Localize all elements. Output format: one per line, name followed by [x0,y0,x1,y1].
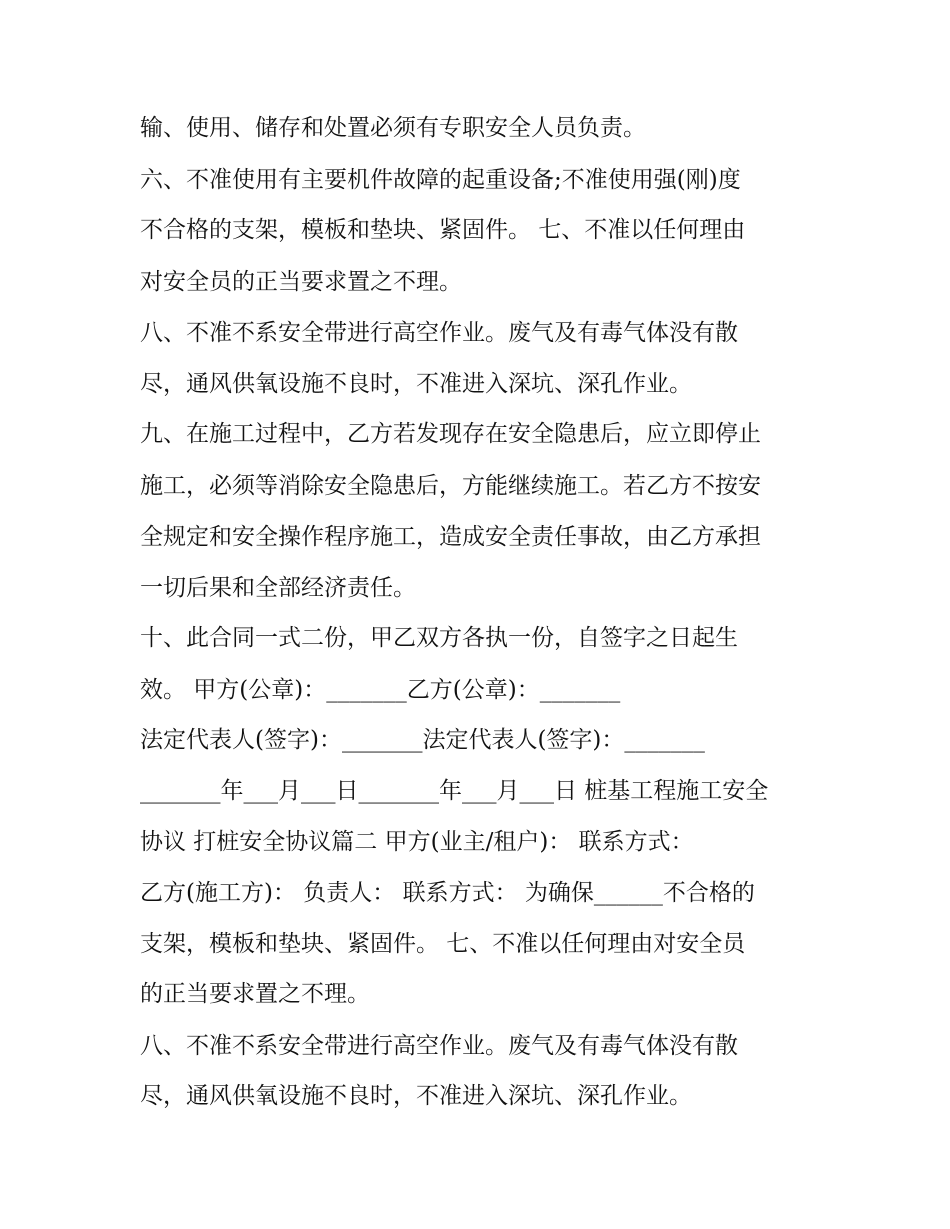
text-line: 对安全员的正当要求置之不理。 [140,269,462,295]
text-line: 八、不准不系安全带进行高空作业。废气及有毒气体没有散 [140,1033,738,1059]
text-line: 支架，模板和垫块、紧固件。 七、不准以任何理由对安全员 [140,931,746,957]
text-line: 施工，必须等消除安全隐患后，方能继续施工。若乙方不按安 [140,473,761,499]
text-line: _______年___月___日_______年___月___日 桩基工程施工安全 [140,778,769,804]
text-line: 全规定和安全操作程序施工，造成安全责任事故，由乙方承担 [140,524,761,550]
text-line: 十、此合同一式二份，甲乙双方各执一份，自签字之日起生 [140,625,738,651]
text-line: 尽，通风供氧设施不良时，不准进入深坑、深孔作业。 [140,371,692,397]
text-line: 六、不准使用有主要机件故障的起重设备;不准使用强(刚)度 [140,167,741,193]
text-line: 乙方(施工方)： 负责人： 联系方式： 为确保______不合格的 [140,880,755,906]
text-line: 的正当要求置之不理。 [140,981,370,1007]
text-line: 不合格的支架，模板和垫块、紧固件。 七、不准以任何理由 [140,217,746,243]
text-line: 一切后果和全部经济责任。 [140,575,416,601]
text-line: 法定代表人(签字)：_______法定代表人(签字)：_______ [140,727,705,753]
text-line: 输、使用、储存和处置必须有专职安全人员负责。 [140,115,646,141]
text-line: 九、在施工过程中，乙方若发现存在安全隐患后，应立即停止 [140,421,761,447]
text-line: 八、不准不系安全带进行高空作业。废气及有毒气体没有散 [140,320,738,346]
text-line: 效。 甲方(公章)：_______乙方(公章)：_______ [140,677,621,703]
text-line: 协议 打桩安全协议篇二 甲方(业主/租户)： 联系方式： [140,829,694,855]
text-line: 尽，通风供氧设施不良时，不准进入深坑、深孔作业。 [140,1083,692,1109]
